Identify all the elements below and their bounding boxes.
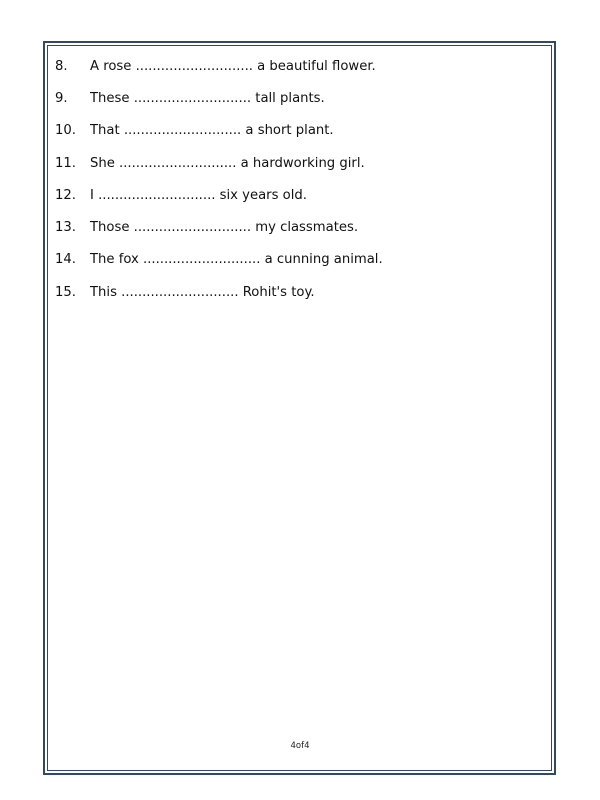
list-item <box>55 179 535 211</box>
list-item <box>55 82 535 114</box>
list-item <box>55 50 535 82</box>
list-item <box>55 244 535 276</box>
item-sentence: Those ............................ my classmates. <box>90 220 359 236</box>
list-item <box>55 115 535 147</box>
item-sentence: She ............................ a hardworking girl. <box>90 155 365 171</box>
item-sentence: The fox ............................ a cunning animal. <box>90 252 383 268</box>
list-item <box>55 276 535 308</box>
item-sentence: I ............................ six years old. <box>90 187 307 203</box>
item-sentence: A rose ............................ a beautiful flower. <box>90 58 376 74</box>
exercise-list <box>55 50 535 308</box>
item-sentence: This ............................ Rohit's toy. <box>90 284 315 300</box>
item-number: 10. <box>55 123 76 139</box>
item-number: 11. <box>55 155 76 171</box>
item-number: 15. <box>55 284 76 300</box>
item-number: 12. <box>55 187 76 203</box>
item-sentence: That ............................ a short plant. <box>90 123 334 139</box>
page-number: 4of4 <box>290 741 310 751</box>
item-number: 13. <box>55 220 76 236</box>
item-sentence: These ............................ tall plants. <box>90 90 325 106</box>
item-number: 9. <box>55 90 68 106</box>
list-item <box>55 147 535 179</box>
item-number: 14. <box>55 252 76 268</box>
list-item <box>55 211 535 243</box>
item-number: 8. <box>55 58 68 74</box>
